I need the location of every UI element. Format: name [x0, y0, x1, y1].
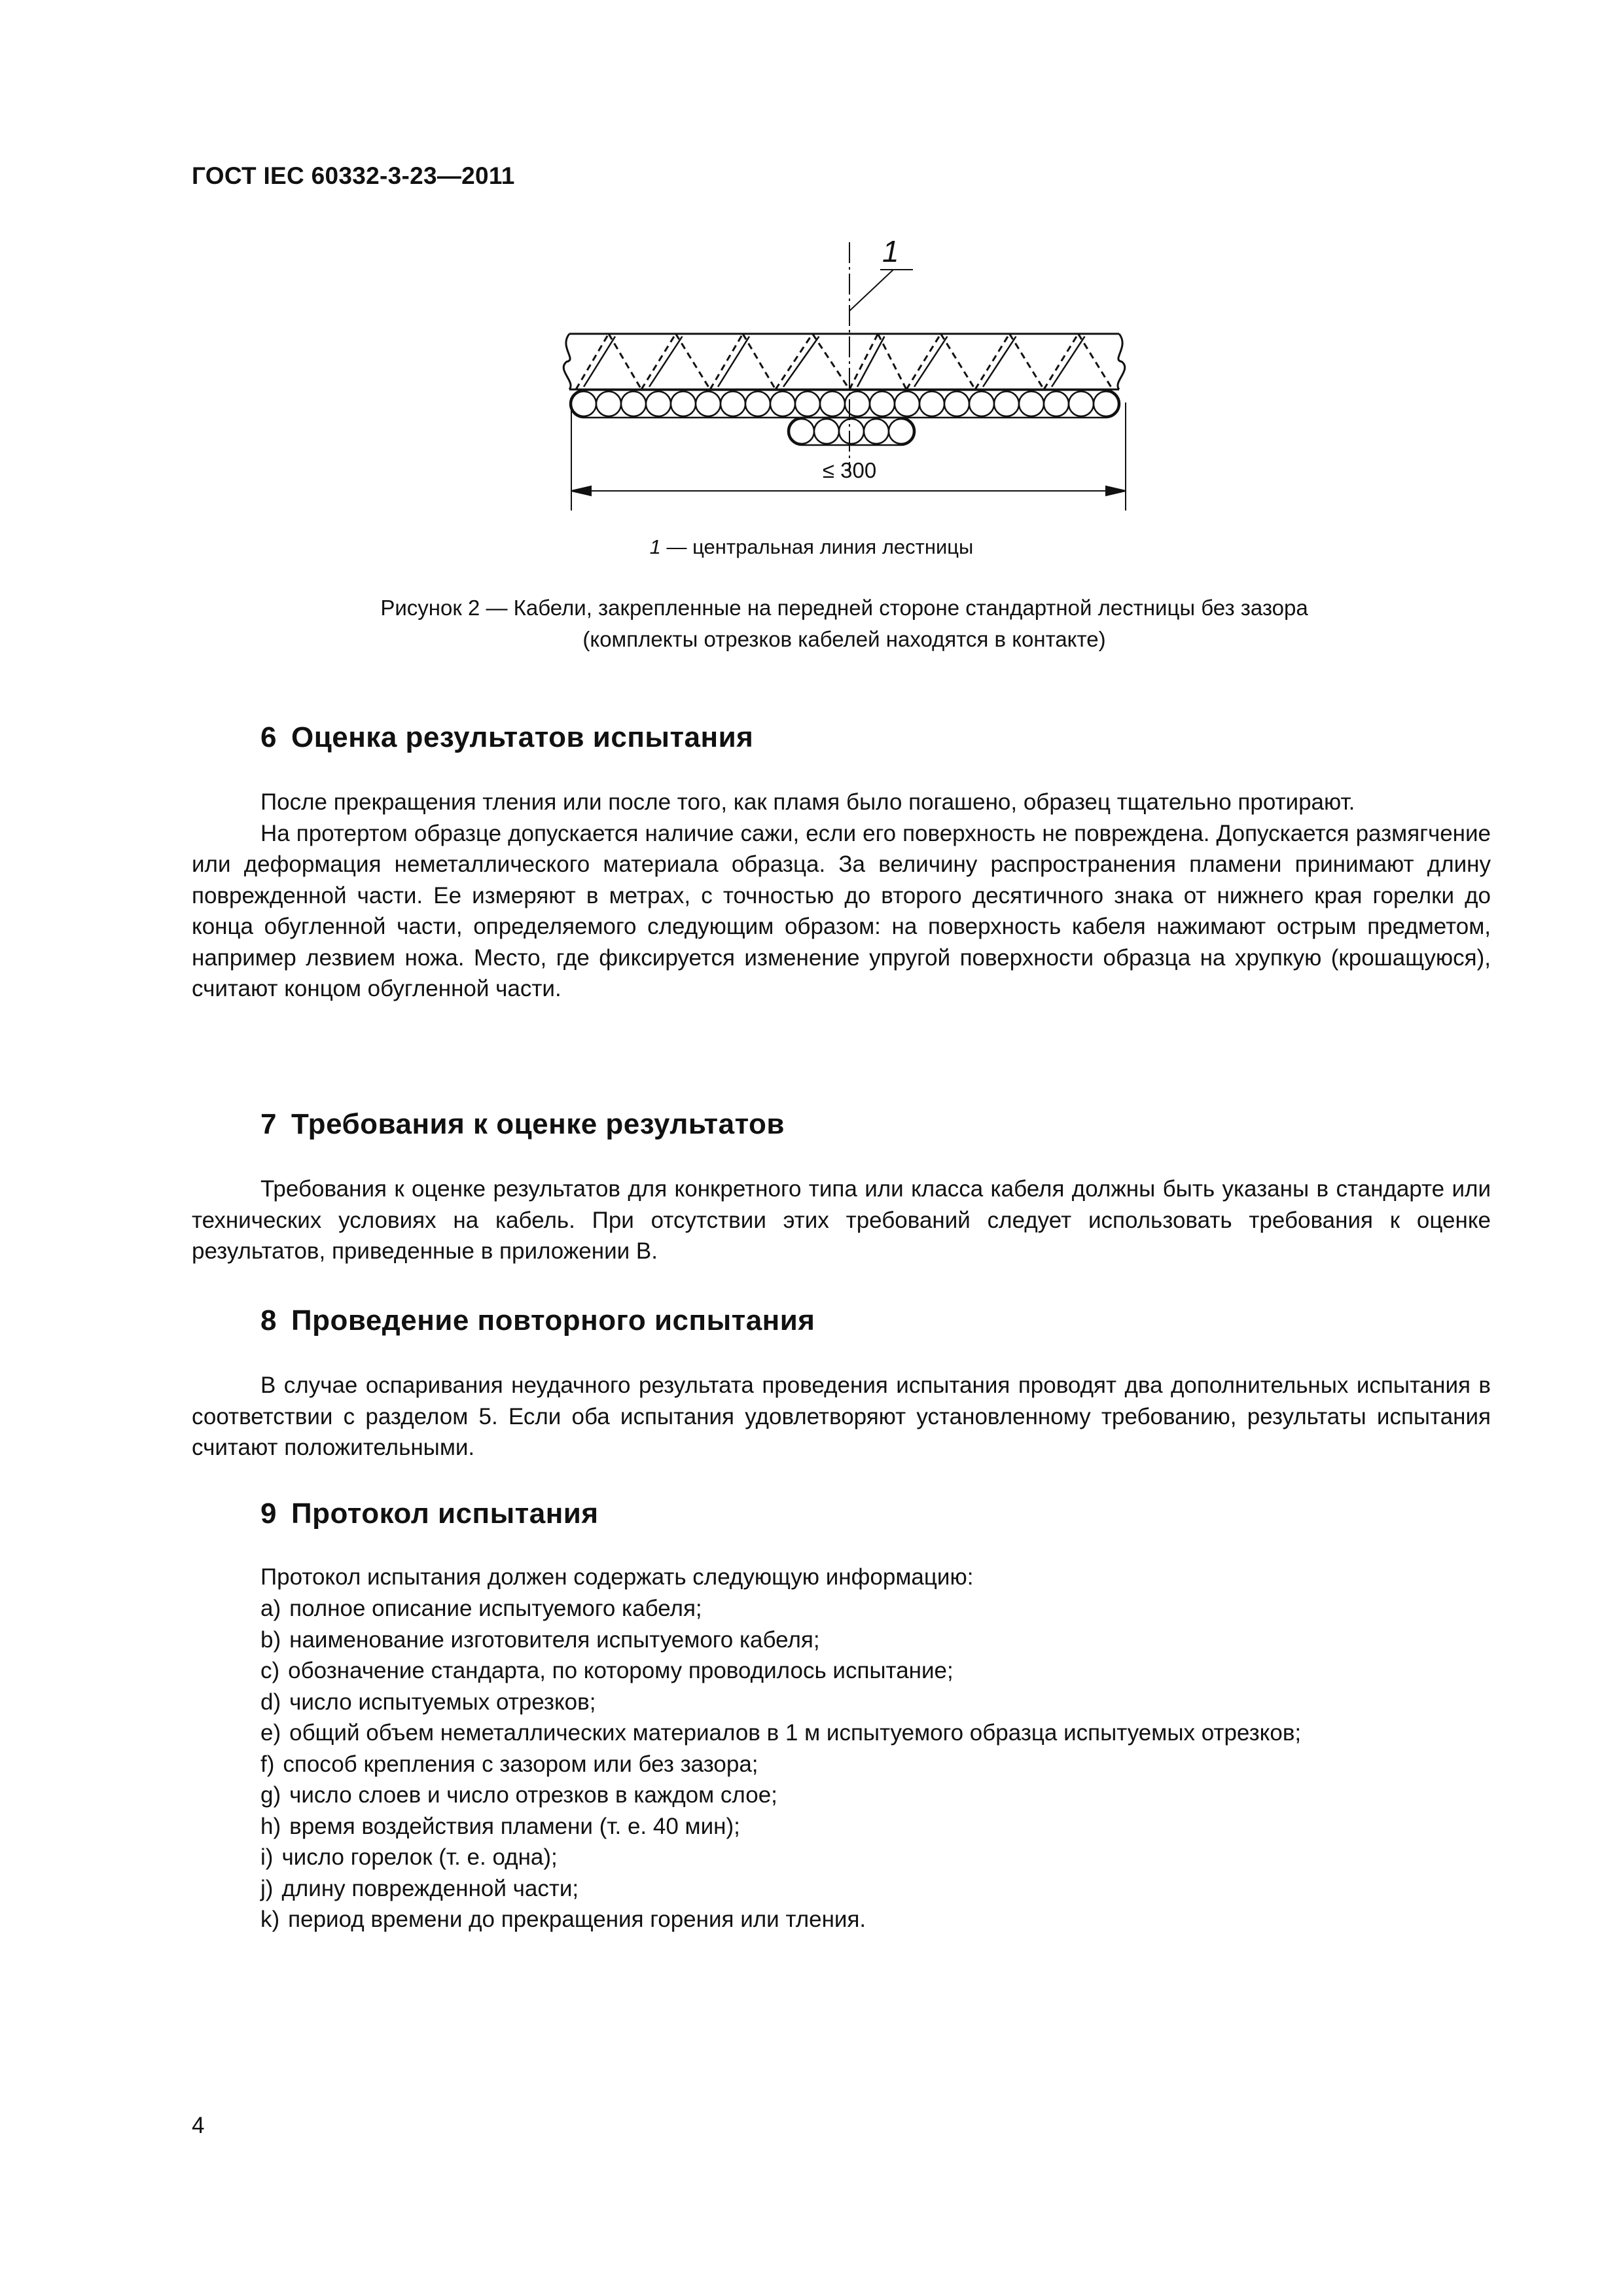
truss-dashed-line	[1044, 334, 1079, 389]
ladder-break-right	[1118, 334, 1125, 389]
truss-solid-line	[1052, 336, 1085, 387]
list-item-text: число слоев и число отрезков в каждом слое;	[289, 1782, 777, 1808]
cable-cross-section	[889, 419, 914, 444]
cable-cross-section	[770, 391, 795, 416]
section-title: Требования к оценке результатов	[291, 1108, 785, 1140]
cable-cross-section	[895, 391, 919, 416]
cable-cross-section	[646, 391, 671, 416]
cable-cross-section	[1044, 391, 1069, 416]
truss-dashed-line	[743, 334, 776, 389]
cable-cross-section	[596, 391, 621, 416]
callout-leader-line	[849, 270, 893, 311]
section-6-heading	[260, 721, 753, 754]
page-number: 4	[192, 2113, 205, 2138]
cable-cross-section	[621, 391, 646, 416]
truss-dashed-line	[776, 334, 813, 389]
truss-dashed-line	[1079, 334, 1113, 389]
list-item-letter: e)	[260, 1720, 281, 1746]
cable-cross-section	[571, 391, 596, 416]
section-title: Проведение повторного испытания	[291, 1304, 815, 1336]
figure-callout-number: 1	[882, 234, 899, 268]
figure-caption-line1: Рисунок 2 — Кабели, закрепленные на передней стороне стандартной лестницы без зазора	[380, 596, 1308, 620]
truss-solid-line	[783, 336, 819, 387]
truss-dashed-line	[576, 334, 609, 389]
truss-dashed-line	[906, 334, 941, 389]
truss-dashed-line	[609, 334, 641, 389]
cable-ladder-drawing	[550, 229, 1139, 517]
list-item	[260, 1873, 1491, 1905]
list-item	[260, 1749, 1491, 1780]
cable-cross-section	[814, 419, 839, 444]
truss-dashed-line	[710, 334, 743, 389]
cable-cross-section	[745, 391, 770, 416]
list-item-letter: a)	[260, 1596, 281, 1621]
list-item-letter: k)	[260, 1907, 280, 1932]
paragraph: На протертом образце допускается наличие сажи, если его поверхность не повреждена. Допускается размягчение или деформация неметаллического материала образца. За величину распространения пламени принимают длину поврежденной части. Ее измеряют в метрах, с точностью до второго десятичного знака от нижнего края горелки до конца обугленной части, определяемого следующим образом: на поверхность кабеля нажимают острым предметом, например лезвием ножа. Место, где фиксируется изменение упругой поверхности образца на хрупкую (крошащуюся), считают концом обугленной части.	[192, 820, 1491, 1001]
list-item	[260, 1904, 1491, 1935]
dimension-arrow-left	[571, 486, 591, 495]
list-item-text: число горелок (т. е. одна);	[281, 1844, 558, 1870]
list-item-letter: f)	[260, 1751, 275, 1777]
paragraph: В случае оспаривания неудачного результата проведения испытания проводят два дополнительных испытания в соответствии с разделом 5. Если оба испытания удовлетворяют установленному требованию, результаты испытания считают положительными.	[192, 1372, 1491, 1460]
section-9-body	[192, 1562, 1491, 1593]
list-item	[260, 1780, 1491, 1811]
truss-solid-line	[857, 336, 885, 387]
section-8-heading	[260, 1304, 815, 1337]
cable-cross-section	[696, 391, 721, 416]
truss-dashed-line	[975, 334, 1010, 389]
figure-legend-number: 1	[649, 535, 661, 558]
list-item-letter: j)	[260, 1875, 274, 1901]
section-7-body	[192, 1174, 1491, 1267]
cable-cross-section	[845, 391, 870, 416]
cable-cross-section	[870, 391, 895, 416]
list-item-letter: c)	[260, 1658, 280, 1683]
list-item	[260, 1717, 1491, 1749]
list-item	[260, 1593, 1491, 1624]
truss-dashed-line	[641, 334, 676, 389]
cable-cross-section	[671, 391, 696, 416]
ladder-break-left	[563, 334, 571, 389]
paragraph: После прекращения тления или после того, как пламя было погашено, образец тщательно протирают.	[260, 789, 1355, 815]
truss-solid-line	[718, 336, 749, 387]
cable-cross-section	[944, 391, 969, 416]
dimension-arrow-right	[1106, 486, 1126, 495]
cable-cross-section	[1094, 391, 1118, 416]
truss-dashed-line	[813, 334, 850, 389]
cable-cross-section	[721, 391, 745, 416]
protocol-list	[260, 1593, 1491, 1935]
section-6-body	[192, 787, 1491, 1005]
section-number: 9	[260, 1498, 277, 1530]
cable-cross-section	[994, 391, 1019, 416]
list-item-text: полное описание испытуемого кабеля;	[289, 1596, 702, 1621]
list-item-text: период времени до прекращения горения или тления.	[288, 1907, 866, 1932]
section-8-body	[192, 1370, 1491, 1463]
cable-cross-section	[795, 391, 820, 416]
section-title: Протокол испытания	[291, 1498, 599, 1530]
figure-caption-line2: (комплекты отрезков кабелей находятся в контакте)	[582, 627, 1106, 651]
list-item	[260, 1624, 1491, 1656]
figure-legend	[0, 535, 1623, 559]
section-9-heading	[260, 1498, 599, 1530]
cable-cross-section	[820, 391, 845, 416]
list-item	[260, 1687, 1491, 1718]
truss-solid-line	[983, 336, 1016, 387]
dimension-label: ≤ 300	[822, 458, 877, 482]
cable-cross-section	[1019, 391, 1044, 416]
paragraph: Требования к оценке результатов для конкретного типа или класса кабеля должны быть указаны в стандарте или технических условиях на кабель. При отсутствии этих требований следует использовать требования к оценке результатов, приведенные в приложении В.	[192, 1176, 1491, 1264]
list-item	[260, 1842, 1491, 1873]
document-header: ГОСТ IEC 60332-3-23—2011	[192, 162, 515, 189]
cable-cross-section	[864, 419, 889, 444]
list-item-letter: d)	[260, 1689, 281, 1715]
list-item-text: обозначение стандарта, по которому проводилось испытание;	[288, 1658, 954, 1683]
list-item-letter: b)	[260, 1626, 281, 1653]
list-item-letter: h)	[260, 1813, 281, 1839]
section-number: 7	[260, 1108, 277, 1140]
truss-dashed-line	[1010, 334, 1044, 389]
truss-dashed-line	[941, 334, 976, 389]
cable-cross-section	[919, 391, 944, 416]
truss-solid-line	[584, 336, 615, 387]
cable-cross-section	[789, 419, 814, 444]
list-item	[260, 1655, 1491, 1687]
figure-cable-ladder	[550, 229, 1139, 517]
list-item-text: общий объем неметаллических материалов в 1 м испытуемого образца испытуемых отрезков;	[289, 1720, 1302, 1746]
list-item-text: время воздействия пламени (т. е. 40 мин);	[289, 1813, 740, 1839]
figure-caption	[262, 592, 1427, 655]
truss-dashed-line	[676, 334, 711, 389]
truss-dashed-line	[849, 334, 878, 389]
list-item	[260, 1811, 1491, 1842]
list-item-text: наименование изготовителя испытуемого кабеля;	[289, 1626, 820, 1653]
list-item-text: длину поврежденной части;	[281, 1875, 579, 1901]
paragraph: Протокол испытания должен содержать следующую информацию:	[260, 1564, 974, 1590]
cable-cross-section	[1069, 391, 1094, 416]
truss-solid-line	[914, 336, 948, 387]
list-item-letter: g)	[260, 1782, 281, 1808]
section-7-heading	[260, 1108, 785, 1141]
section-title: Оценка результатов испытания	[291, 721, 754, 753]
list-item-letter: i)	[260, 1844, 274, 1870]
cable-cross-section	[839, 419, 864, 444]
truss-solid-line	[649, 336, 683, 387]
section-number: 6	[260, 721, 277, 753]
section-number: 8	[260, 1304, 277, 1336]
list-item-text: способ крепления с зазором или без зазора;	[283, 1751, 758, 1777]
list-item-text: число испытуемых отрезков;	[289, 1689, 596, 1715]
figure-legend-text: — центральная линия лестницы	[660, 535, 974, 558]
cable-cross-section	[969, 391, 994, 416]
